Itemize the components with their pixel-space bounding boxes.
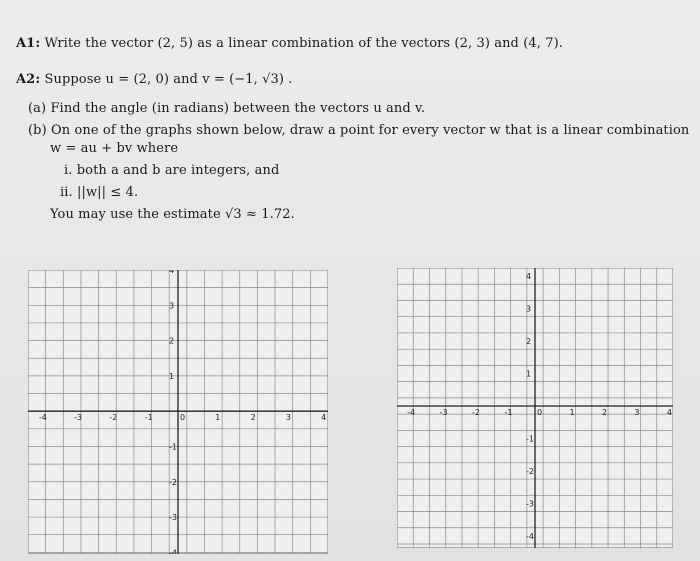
graph-left[interactable] xyxy=(28,270,328,558)
graph-right-y-tick-label: 4 xyxy=(526,272,532,282)
graph-right-y-tick-label: -4 xyxy=(526,531,534,541)
graph-left-x-tick-label: -2 xyxy=(109,413,118,423)
graph-left-x-tick-label: -4 xyxy=(38,413,47,423)
question-a2 xyxy=(16,72,293,87)
graph-left-x-tick-label: 4 xyxy=(321,413,327,423)
graph-left-y-tick-label: -3 xyxy=(169,513,177,523)
graph-right-x-tick-label: -1 xyxy=(504,408,513,417)
part-b xyxy=(28,123,689,138)
graph-right-x-tick-label: -4 xyxy=(407,408,416,417)
part-a-text: Find the angle (in radians) between the vectors u and v. xyxy=(50,101,426,116)
part-a xyxy=(28,101,425,116)
part-a-marker: (a) xyxy=(28,101,47,116)
graph-right-y-tick-label: -2 xyxy=(526,466,534,476)
graph-left-y-tick-label: -1 xyxy=(169,442,177,452)
question-a2-text: Suppose u = (2, 0) and v = (−1, √3) . xyxy=(44,72,293,87)
question-a2-label: A2: xyxy=(16,72,41,87)
graph-right[interactable] xyxy=(397,268,673,552)
graph-left-y-tick-label: 3 xyxy=(169,301,175,311)
graph-left-grid[interactable] xyxy=(28,270,328,554)
graph-left-x-tick-label: 3 xyxy=(285,413,291,423)
graph-right-x-tick-label: 2 xyxy=(601,408,608,417)
graph-left-y-tick-label: -4 xyxy=(169,548,177,554)
graph-right-y-tick-label: 3 xyxy=(526,304,532,314)
condition-ii: ii. ||w|| ≤ 4. xyxy=(60,185,139,200)
part-b-marker: (b) xyxy=(28,123,47,138)
question-a1-text: Write the vector (2, 5) as a linear combination of the vectors (2, 3) and (4, 7). xyxy=(44,36,563,51)
graph-left-y-tick-label: 1 xyxy=(169,371,175,381)
part-b-formula: w = au + bv where xyxy=(50,141,179,156)
graph-left-x-tick-label: -1 xyxy=(144,413,153,423)
condition-i: i. both a and b are integers, and xyxy=(64,163,280,178)
graph-left-x-tick-label: 0 xyxy=(180,413,186,423)
graph-right-x-tick-label: -2 xyxy=(472,408,481,417)
graph-left-x-tick-label: 1 xyxy=(215,413,221,423)
graph-left-x-tick-label: 2 xyxy=(250,413,256,423)
graph-left-x-tick-label: -3 xyxy=(74,413,83,423)
graph-right-y-tick-label: -3 xyxy=(526,499,534,509)
graph-right-y-tick-label: -1 xyxy=(526,434,534,444)
graph-right-y-tick-label: 1 xyxy=(526,369,532,379)
graph-right-grid[interactable] xyxy=(397,268,673,548)
graph-right-y-tick-label: 2 xyxy=(526,337,532,347)
question-a1-label: A1: xyxy=(16,36,41,51)
graph-right-x-tick-label: 4 xyxy=(666,408,672,417)
question-a1 xyxy=(16,36,563,51)
graph-left-y-tick-label: -2 xyxy=(169,477,177,487)
graph-right-x-tick-label: 1 xyxy=(569,408,575,417)
graph-right-x-tick-label: -3 xyxy=(439,408,448,417)
graph-left-y-tick-label: 2 xyxy=(169,336,175,346)
graph-right-x-tick-label: 3 xyxy=(634,408,640,417)
graph-right-x-tick-label: 0 xyxy=(537,408,543,417)
graph-left-y-tick-label: 4 xyxy=(169,270,175,275)
part-b-text: On one of the graphs shown below, draw a point for every vector w that is a linear combination xyxy=(51,123,690,138)
sqrt3-estimate: You may use the estimate √3 ≈ 1.72. xyxy=(50,207,295,222)
